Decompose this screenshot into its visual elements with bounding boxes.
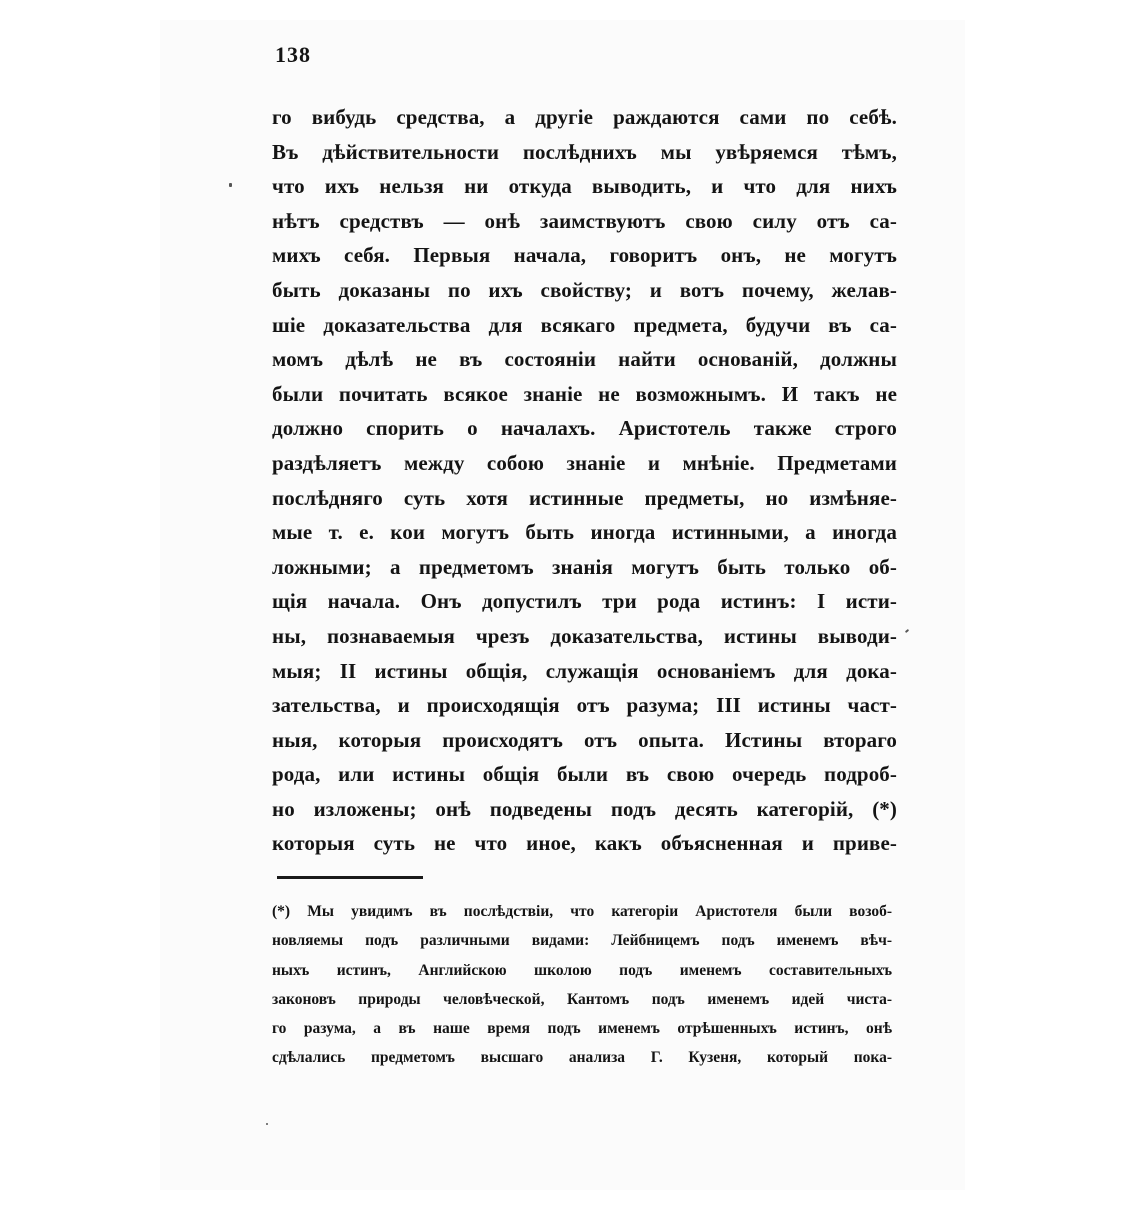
footnote-line: новляемы подъ различными видами: Лейбницемъ подъ именемъ вѣч-: [272, 932, 892, 950]
footnote-line: го разума, а въ наше время подъ именемъ отрѣшенныхъ истинъ, онѣ: [272, 1020, 892, 1038]
footnote-line: ныхъ истинъ, Английскою школою подъ именемъ составительныхъ: [272, 961, 892, 979]
text-line: которыя суть не что иное, какъ объясненная и приве-: [272, 831, 897, 856]
text-line: что ихъ нельзя ни откуда выводить, и что для нихъ: [272, 174, 897, 199]
text-line: ны, познаваемыя чрезъ доказательства, истины выводи-: [272, 623, 897, 648]
footnote-line: законовъ природы человѣческой, Кантомъ подъ именемъ идей чиста-: [272, 990, 892, 1008]
text-line: должно спорить о началахъ. Аристотель также строго: [272, 416, 897, 441]
text-line: момъ дѣлѣ не въ состояніи найти основаній, должны: [272, 347, 897, 372]
text-line: но изложены; онѣ подведены подъ десять категорій, (*): [272, 796, 897, 821]
text-line: мыя; II истины общія, служащія основаніемъ для дока-: [272, 658, 897, 683]
page-number: 138: [275, 42, 311, 67]
text-line: были почитать всякое знаніе не возможнымъ. И такъ не: [272, 381, 897, 406]
text-line: го вибудь средства, а другіе раждаются сами по себѣ.: [272, 105, 897, 129]
text-line: нѣтъ средствъ — онѣ заимствуютъ свою силу отъ са-: [272, 208, 897, 233]
text-line: шіе доказательства для всякаго предмета, будучи въ са-: [272, 312, 897, 337]
margin-mark: [229, 183, 232, 187]
text-line: ложными; а предметомъ знанія могутъ быть только об-: [272, 554, 897, 579]
text-line: михъ себя. Первыя начала, говоритъ онъ, не могутъ: [272, 243, 897, 268]
text-line: Въ дѣйствительности послѣднихъ мы увѣряемся тѣмъ,: [272, 139, 897, 164]
text-line: щія начала. Онъ допустилъ три рода истинъ: I исти-: [272, 589, 897, 614]
footnote-rule: [277, 876, 423, 879]
text-line: раздѣляетъ между собою знаніе и мнѣніе. Предметами: [272, 450, 897, 475]
text-line: мые т. е. кои могутъ быть иногда истинными, а иногда: [272, 520, 897, 545]
body-text: [272, 100, 897, 861]
text-line: быть доказаны по ихъ свойству; и вотъ почему, желав-: [272, 277, 897, 302]
footnote: [272, 897, 892, 1073]
margin-mark: [266, 1123, 268, 1125]
footnote-line: сдѣлались предметомъ высшаго анализа Г. Кузеня, который пока-: [272, 1049, 892, 1067]
footnote-line: (*) Мы увидимъ въ послѣдствіи, что категоріи Аристотеля были возоб-: [272, 903, 892, 920]
text-line: рода, или истины общія были въ свою очередь подроб-: [272, 762, 897, 787]
text-line: ныя, которыя происходятъ отъ опыта. Истины втораго: [272, 727, 897, 752]
text-line: зательства, и происходящія отъ разума; III истины част-: [272, 693, 897, 718]
text-line: послѣдняго суть хотя истинные предметы, но измѣняе-: [272, 485, 897, 510]
